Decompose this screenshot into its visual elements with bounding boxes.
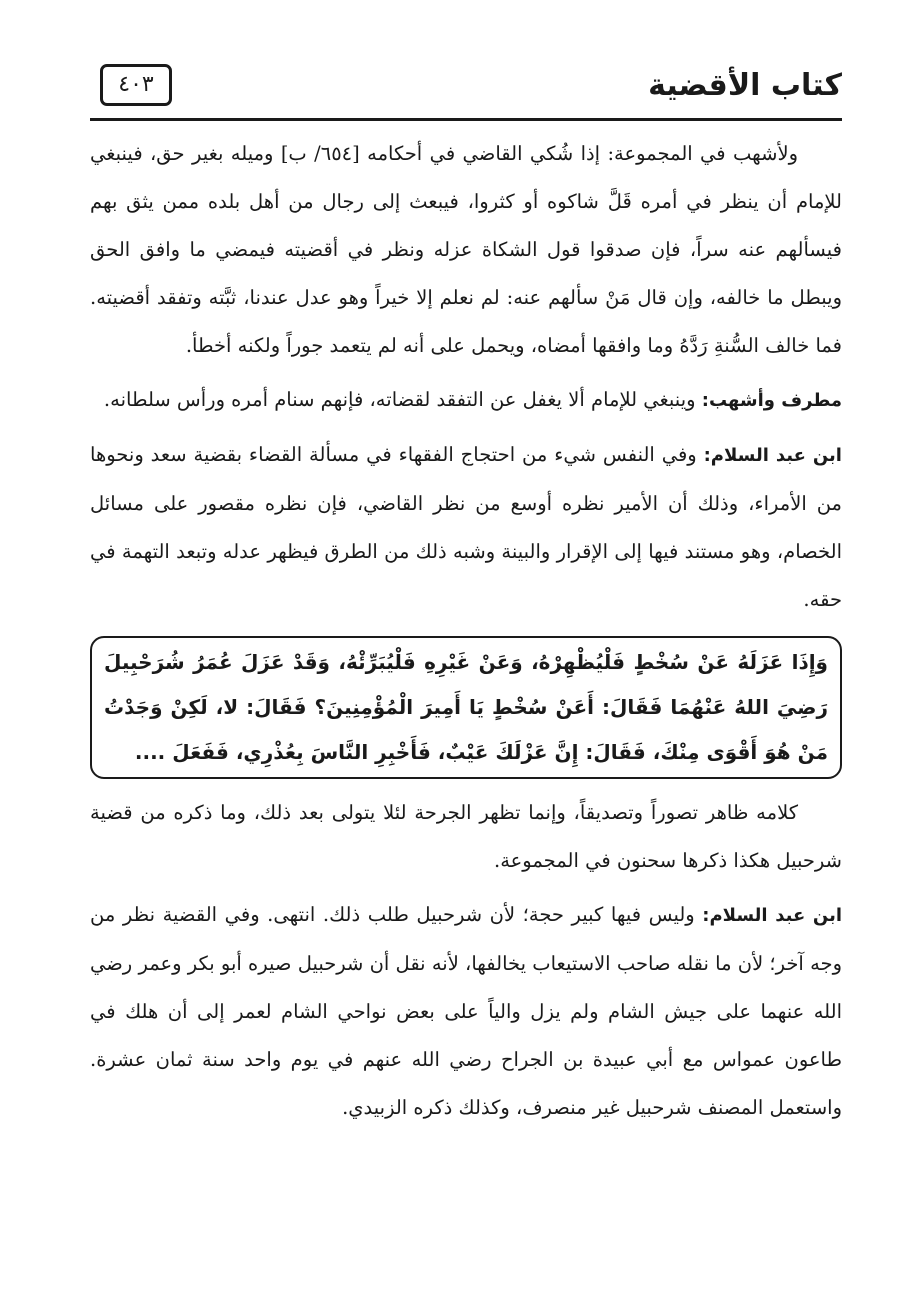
quoted-text: وَإِذَا عَزَلَهُ عَنْ سُخْطٍ فَلْيُظْهِرْهُ، وَعَنْ غَيْرِهِ فَلْيُبَرِّئْهُ، وَقَدْ عَزَلَ عُمَرُ شُرَحْبِيلَ رَضِيَ اللهُ عَنْهُمَا فَقَالَ: أَعَنْ سُخْطٍ يَا أَمِيرَ الْمُؤْمِنِينَ؟ فَقَالَ: لا، لَكِنْ وَجَدْتُ مَنْ هُوَ أَقْوَى مِنْكَ، فَقَالَ: إِنَّ عَزْلَكَ عَيْبٌ، فَأَخْبِرِ النَّاسَ بِعُذْرِي، فَفَعَلَ .... (104, 650, 828, 764)
quoted-text-box (90, 636, 842, 779)
speaker-label: مطرف وأشهب: (701, 390, 842, 411)
paragraph-ibn-abd-salam-2 (90, 891, 842, 1132)
paragraph-text: ولأشهب في المجموعة: إذا شُكي القاضي في أحكامه [٦٥٤/ ب] وميله بغير حق، فينبغي للإمام أن ينظر في أمره قَلَّ شاكوه أو كثروا، فيبعث إلى رجال من أهل بلده ممن يثق بهم فيسألهم عنه سراً، فإن صدقوا قول الشكاة عزله ونظر في أقضيته فيمضي ما وافق الحق ويبطل ما خالفه، وإن قال مَنْ سألهم عنه: لم نعلم إلا خيراً وهو عدل عندنا، ثبَّته وتفقد أقضيته. فما خالف السُّنةِ رَدَّهُ وما وافقها أمضاه، ويحمل على أنه لم يتعمد جوراً ولكنه أخطأ. (90, 142, 842, 357)
paragraph-ashhab (90, 130, 842, 370)
chapter-title: كتاب الأقضية (648, 68, 842, 103)
page-number: ٤٠٣ (100, 64, 172, 106)
paragraph-ibn-abd-salam (90, 431, 842, 624)
paragraph-text: كلامه ظاهر تصوراً وتصديقاً، وإنما تظهر الجرحة لئلا يتولى بعد ذلك، وما ذكره من قضية شرحبيل هكذا ذكرها سحنون في المجموعة. (90, 801, 842, 872)
page-header (90, 62, 842, 118)
paragraph-text: وليس فيها كبير حجة؛ لأن شرحبيل طلب ذلك. انتهى. وفي القضية نظر من وجه آخر؛ لأن ما نقله صاحب الاستيعاب يخالفها، لأنه نقل أن شرحبيل صيره أبو بكر وعمر رضي الله عنهما على جيش الشام ولم يزل والياً على بعض نواحي الشام لعمر إلى أن هلك في طاعون عمواس مع أبي عبيدة بن الجراح رضي الله عنهم في يوم واحد سنة ثمان عشرة. واستعمل المصنف شرحبيل غير منصرف، وكذلك ذكره الزبيدي. (90, 903, 842, 1119)
paragraph-commentary (90, 789, 842, 885)
header-rule (90, 118, 842, 121)
paragraph-mutarrif (90, 376, 842, 425)
speaker-label: ابن عبد السلام: (703, 445, 842, 466)
paragraph-text: وينبغي للإمام ألا يغفل عن التفقد لقضاته، فإنهم سنام أمره ورأس سلطانه. (103, 388, 696, 411)
speaker-label: ابن عبد السلام: (702, 905, 842, 926)
paragraph-text: وفي النفس شيء من احتجاج الفقهاء في مسألة القضاء بقضية سعد ونحوها من الأمراء، وذلك أن الأمير نظره أوسع من نظر القاضي، فإن نظره مقصور على مسائل الخصام، وهو مستند فيها إلى الإقرار والبينة وشبه ذلك من الطرق فيظهر عدله وتبعد التهمة في حقه. (90, 443, 842, 611)
page-body (90, 130, 842, 1132)
